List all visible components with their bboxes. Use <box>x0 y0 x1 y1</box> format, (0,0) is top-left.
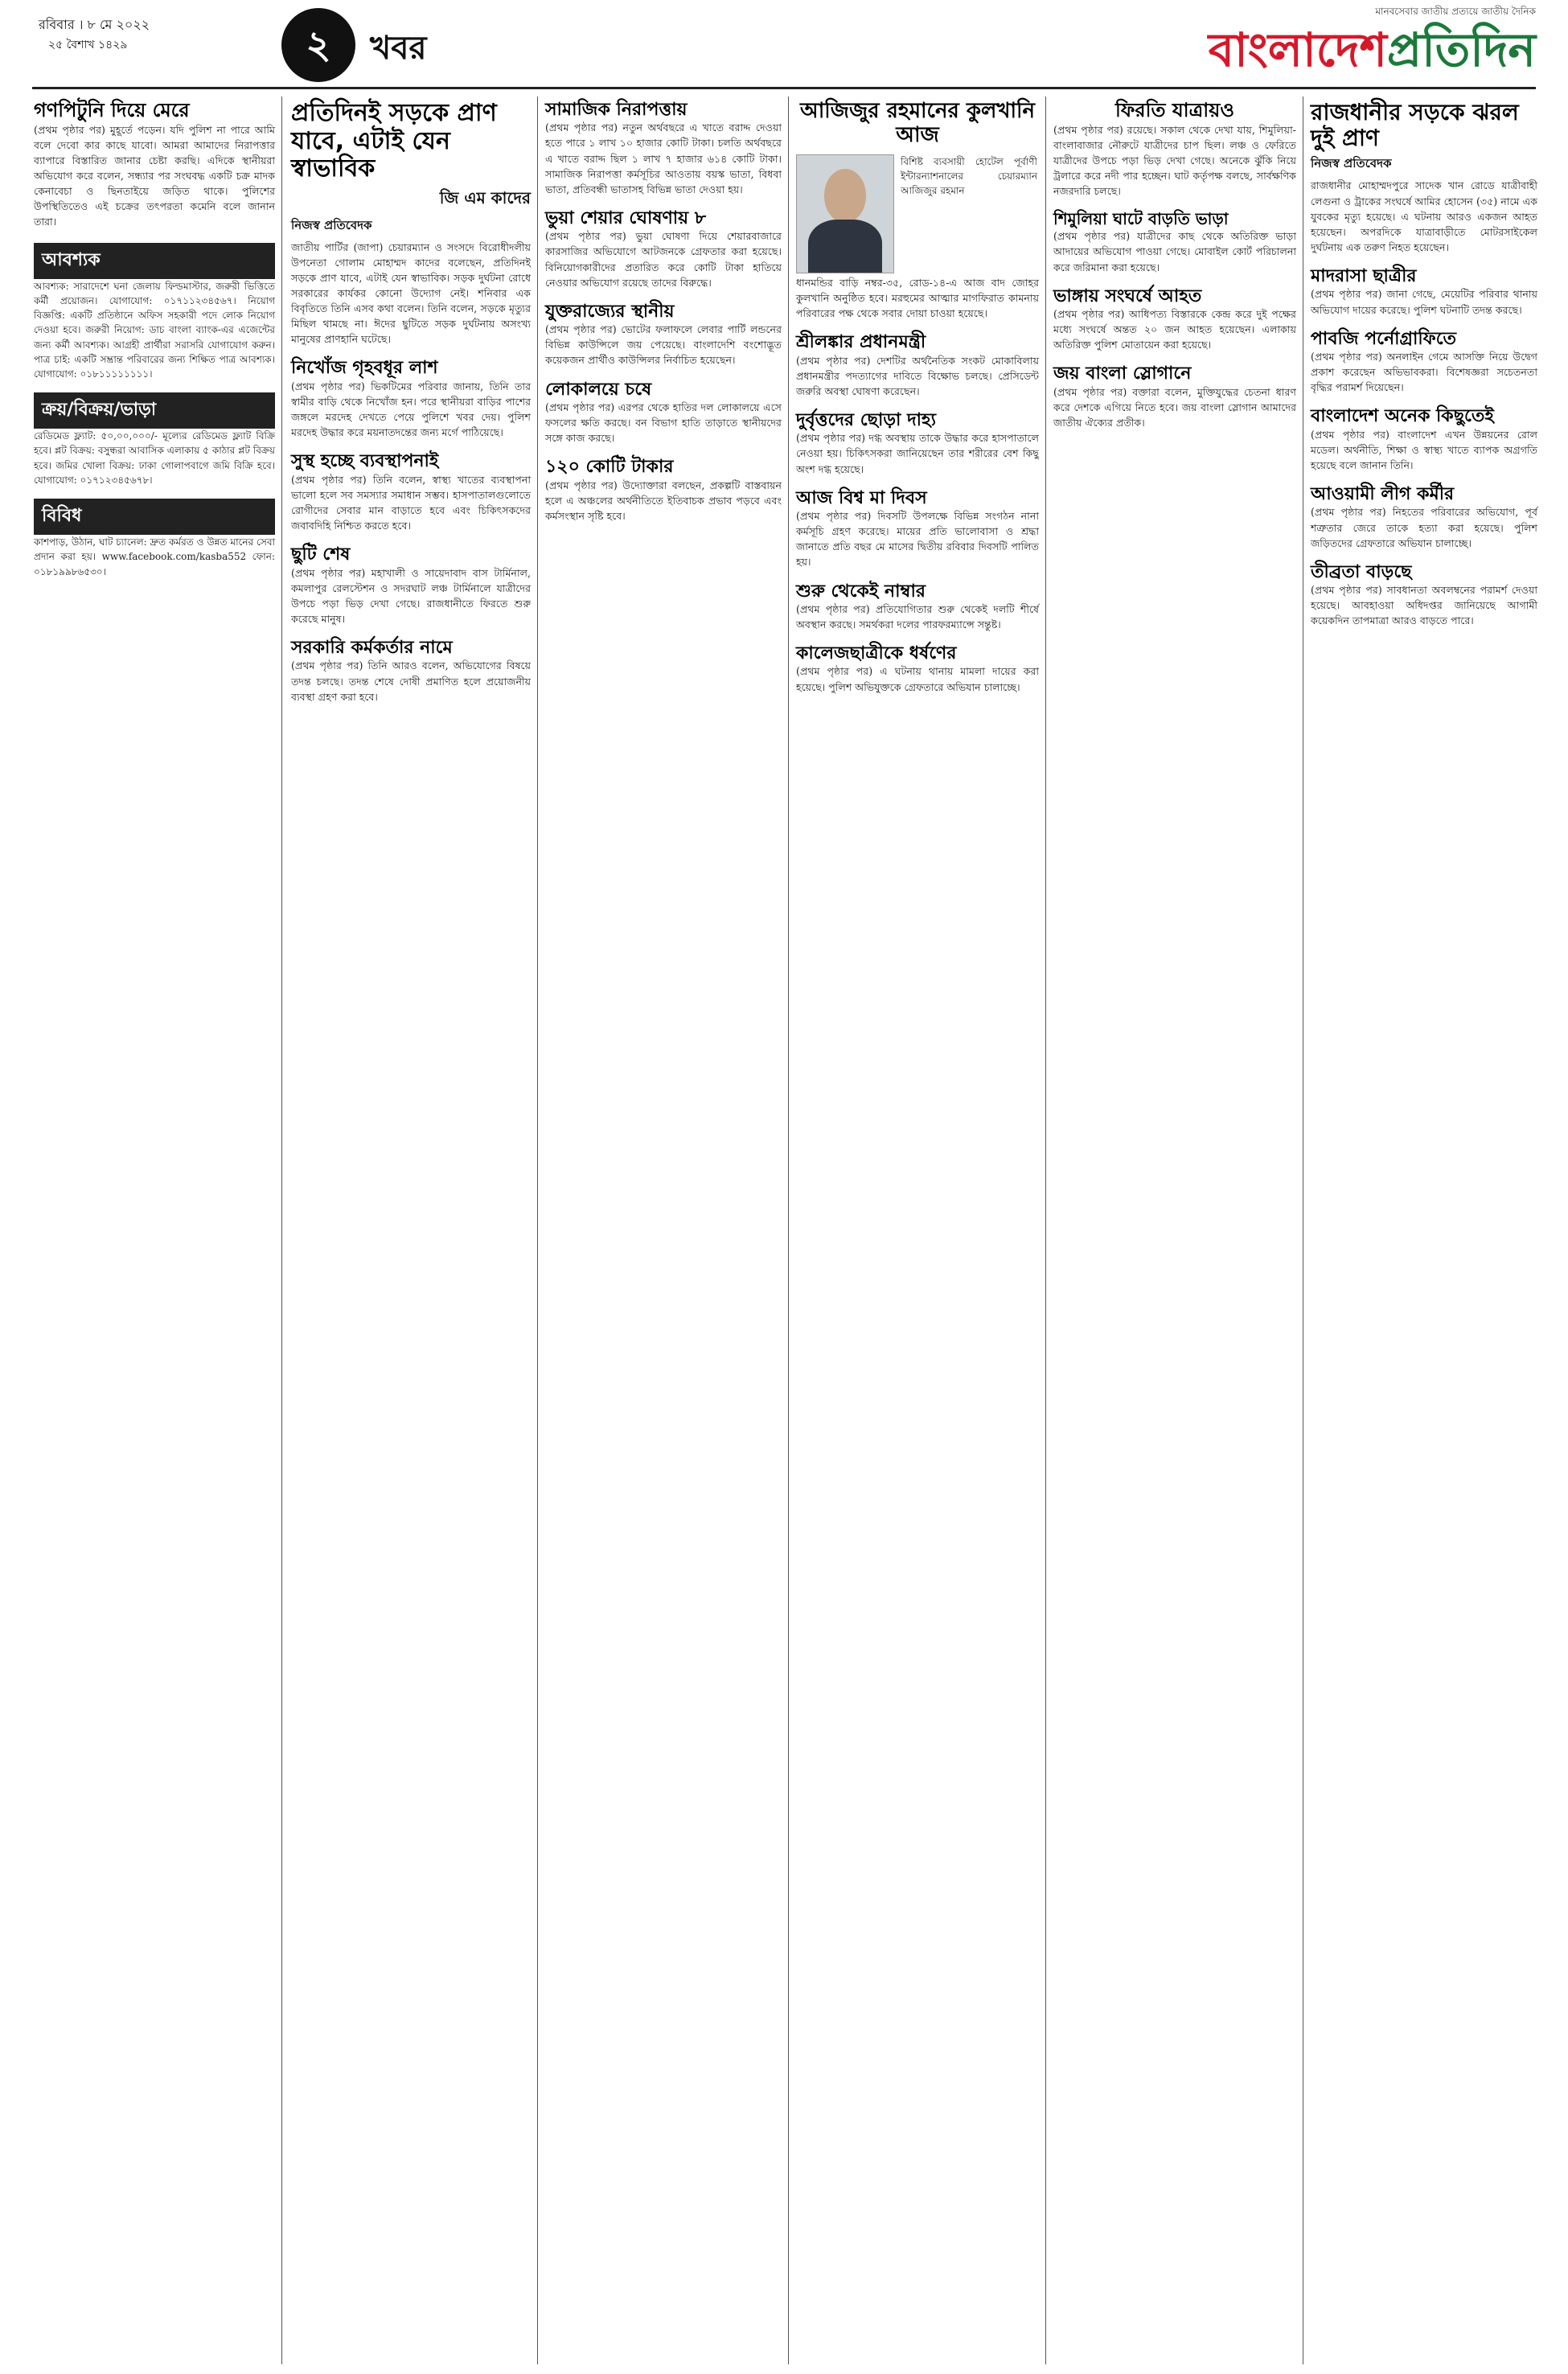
byline: নিজস্ব প্রতিবেদক <box>1311 156 1392 171</box>
story-headline: শিমুলিয়া ঘাটে বাড়তি ভাড়া <box>1053 209 1229 229</box>
story-headline: রাজধানীর সড়কে ঝরল দুই প্রাণ <box>1311 99 1519 152</box>
story-body: (প্রথম পৃষ্ঠার পর) নতুন অর্থবছরে এ খাতে বরাদ্দ দেওয়া হতে পারে ১ লাখ ১০ হাজার কোটি টাকা। চলতি অর্থবছরে এ খাতে বরাদ্দ ছিল ১ লাখ ৭ হাজার ৬১৪ কোটি টাকা। সামাজিক নিরাপত্তা কর্মসূচির আওতায় বয়স্ক ভাতা, বিধবা ভাতা, প্রতিবন্ধী ভাতাসহ বিভিন্ন ভাতা দেওয়া হয়। <box>545 121 782 195</box>
logo-green: প্রতিদিন <box>1386 23 1536 77</box>
story-headline: নিখোঁজ গৃহবধূর লাশ <box>291 358 438 379</box>
story-body: (প্রথম পৃষ্ঠার পর) যাত্রীদের কাছ থেকে অতিরিক্ত ভাড়া আদায়ের অভিযোগ পাওয়া গেছে। মোবাইল কোর্ট পরিচালনা করে জরিমানা করা হয়েছে। <box>1053 230 1296 273</box>
story-body: (প্রথম পৃষ্ঠার পর) দগ্ধ অবস্থায় তাকে উদ্ধার করে হাসপাতালে নেওয়া হয়। চিকিৎসকরা জানিয়েছেন তার শরীরের বেশ কিছু অংশ দগ্ধ হয়েছে। <box>796 432 1039 475</box>
story-headline: তীব্রতা বাড়ছে <box>1311 561 1412 582</box>
story-headline: সামাজিক নিরাপত্তায় <box>545 100 688 120</box>
logo-red: বাংলাদেশ <box>1208 23 1387 77</box>
story-headline: ভাঙ্গায় সংঘর্ষে আহত <box>1053 285 1202 306</box>
obituary-headline: আজিজুর রহমানের কুলখানি আজ <box>799 99 1036 147</box>
story-body: (প্রথম পৃষ্ঠার পর) এ ঘটনায় থানায় মামলা দায়ের করা হয়েছে। পুলিশ অভিযুক্তকে গ্রেফতারে অভিযান চালাচ্ছে। <box>796 665 1039 693</box>
story-headline: আজ বিশ্ব মা দিবস <box>796 487 927 508</box>
story-headline: দুর্বৃত্তদের ছোড়া দাহ্য <box>796 409 936 430</box>
story-headline: লোকালয়ে চষে <box>545 379 652 400</box>
story-body: (প্রথম পৃষ্ঠার পর) দিবসটি উপলক্ষে বিভিন্ন সংগঠন নানা কর্মসূচি গ্রহণ করেছে। মায়ের প্রতি ভালোবাসা ও শ্রদ্ধা জানাতে প্রতি বছর মে মাসের দ্বিতীয় রবিবার দিবসটি পালিত হয়। <box>796 509 1039 569</box>
story-headline: পাবজি পর্নোগ্রাফিতে <box>1311 328 1457 349</box>
column-5 <box>1053 100 1296 430</box>
story-headline: বাংলাদেশ অনেক কিছুতেই <box>1311 406 1494 427</box>
story-body: (প্রথম পৃষ্ঠার পর) দেশটির অর্থনৈতিক সংকট মোকাবিলায় প্রধানমন্ত্রীর পদত্যাগের দাবিতে বিক্ষোভ চলছে। প্রেসিডেন্ট জরুরি অবস্থা ঘোষণা করেছেন। <box>796 354 1039 397</box>
story-headline: জয় বাংলা স্লোগানে <box>1053 363 1192 384</box>
logo <box>1209 14 1536 92</box>
classifieds-header: আবশ্যক <box>34 243 275 279</box>
story-headline: প্রতিদিনই সড়কে প্রাণ যাবে, এটাই যেন স্বাভাবিক <box>291 99 497 183</box>
story-headline: মাদরাসা ছাত্রীর <box>1311 266 1417 287</box>
tagline: মানবসেবার জাতীয় প্রত্যয়ে জাতীয় দৈনিক <box>1375 6 1536 17</box>
column-2 <box>291 100 531 704</box>
buy-sell-body: রেডিমেড ফ্ল্যাট: ৫০,০০,০০০/- মূল্যের রেডিমেড ফ্ল্যাট বিক্রি হবে। প্লট বিক্রয়: বসুন্ধরা আবাসিক এলাকায় ৫ কাঠার প্লট বিক্রয় হবে। জমির খোলা বিক্রয়: ঢাকা গোলাপবাগে জমি বিক্রি হবে। যোগাযোগ: ০১৭১২৩৪৫৬৭৮। <box>34 430 275 486</box>
author: জি এম কাদের <box>439 187 531 207</box>
page-number: ২ <box>281 8 355 82</box>
story-body: (প্রথম পৃষ্ঠার পর) তিনি বলেন, স্বাস্থ্য খাতের ব্যবস্থাপনা ভালো হলে সব সমস্যার সমাধান সম্ভব। হাসপাতালগুলোতে রোগীদের সেবার মান বাড়াতে হবে এবং চিকিৎসকদের জবাবদিহি নিশ্চিত করতে হবে। <box>291 473 531 532</box>
column-6 <box>1311 100 1537 629</box>
story-body: (প্রথম পৃষ্ঠার পর) বাংলাদেশ এখন উন্নয়নের রোল মডেল। অর্থনীতি, শিক্ষা ও স্বাস্থ্য খাতে ব্যাপক অগ্রগতি হয়েছে বলে জানান তিনি। <box>1311 428 1537 471</box>
story-body: (প্রথম পৃষ্ঠার পর) ভিকটিমের পরিবার জানায়, তিনি তার স্বামীর বাড়ি থেকে নিখোঁজ হন। পরে স্থানীয়রা বাড়ির পাশের জঙ্গলে মরদেহ দেখতে পেয়ে পুলিশে খবর দেয়। পুলিশ মরদেহ উদ্ধার করে ময়নাতদন্তের জন্য মর্গে পাঠিয়েছে। <box>291 380 531 439</box>
buy-sell-header: ক্রয়/বিক্রয়/ভাড়া <box>34 392 275 429</box>
story-headline: ছুটি শেষ <box>291 544 351 565</box>
story-body: (প্রথম পৃষ্ঠার পর) তিনি আরও বলেন, অভিযোগের বিষয়ে তদন্ত চলছে। তদন্ত শেষে দোষী প্রমাণিত হলে প্রয়োজনীয় ব্যবস্থা গ্রহণ করা হবে। <box>291 659 531 703</box>
story-body: (প্রথম পৃষ্ঠার পর) জানা গেছে, মেয়েটির পরিবার থানায় অভিযোগ দায়ের করেছে। পুলিশ ঘটনাটি তদন্ত করছে। <box>1311 288 1537 316</box>
date-line-bangla: ২৫ বৈশাখ ১৪২৯ <box>48 39 128 51</box>
story-headline: যুক্তরাজ্যের স্থানীয় <box>545 301 675 322</box>
story-body: (প্রথম পৃষ্ঠার পর) ভোটের ফলাফলে লেবার পার্টি লন্ডনের বিভিন্ন কাউন্সিলে জয় পেয়েছে। বাংলাদেশি বংশোদ্ভূত কয়েকজন প্রার্থীও কাউন্সিলর নির্বাচিত হয়েছেন। <box>545 323 782 367</box>
story-headline: শুরু থেকেই নাম্বার <box>796 581 926 602</box>
story-body: (প্রথম পৃষ্ঠার পর) আধিপত্য বিস্তারকে কেন্দ্র করে দুই পক্ষের মধ্যে সংঘর্ষে অন্তত ২০ জন আহত হয়েছেন। এলাকায় অতিরিক্ত পুলিশ মোতায়েন করা হয়েছে। <box>1053 308 1296 351</box>
story-body: (প্রথম পৃষ্ঠার পর) উদ্যোক্তারা বলছেন, প্রকল্পটি বাস্তবায়ন হলে এ অঞ্চলের অর্থনীতিতে ইতিবাচক প্রভাব পড়বে এবং কর্মসংস্থান সৃষ্টি হবে। <box>545 478 782 522</box>
story-headline: ১২০ কোটি টাকার <box>545 457 674 478</box>
story-headline: সুস্থ হচ্ছে ব্যবস্থাপনাই <box>291 451 439 472</box>
story-body: (প্রথম পৃষ্ঠার পর) অনলাইন গেমে আসক্তি নিয়ে উদ্বেগ প্রকাশ করেছেন অভিভাবকরা। বিশেষজ্ঞরা সচেতনতা বৃদ্ধির পরামর্শ দিয়েছেন। <box>1311 350 1537 394</box>
section-label: খবর <box>370 30 427 67</box>
misc-body: কাশপাড়, উঠান, ঘাট চ্যানেল: দ্রুত কর্মরত ও উন্নত মানের সেবা প্রদান করা হয়। www.facebook.com/kasba552 ফোন: ০১৮১৯৯৮৬৫৩০। <box>34 536 275 577</box>
story-body: জাতীয় পার্টির (জাপা) চেয়ারম্যান ও সংসদে বিরোধীদলীয় উপনেতা গোলাম মোহাম্মদ কাদের বলেছেন, প্রতিদিনই সড়কে প্রাণ যাবে, এটাই যেন স্বাভাবিক। সড়ক দুর্ঘটনা রোধে সরকারের কার্যকর কোনো উদ্যোগ নেই। শনিবার এক বিবৃতিতে তিনি এসব কথা বলেন। তিনি বলেন, সড়কে মৃত্যুর মিছিল থামছে না। ঈদের ছুটিতে সড়ক দুর্ঘটনায় অসংখ্য মানুষের প্রাণহানি ঘটেছে। <box>291 240 531 346</box>
classifieds-body: আবশ্যক: সারাদেশে ঘনা জেলায় ফিল্ডমাস্টার, জরুরী ভিত্তিতে কর্মী প্রয়োজন। যোগাযোগ: ০১৭১১২৩৪৫৬৭। নিয়োগ বিজ্ঞপ্তি: একটি প্রতিষ্ঠানে অফিস সহকারী পদে লোক নিয়োগ দেওয়া হবে। জরুরী নিয়োগ: ডাচ বাংলা ব্যাংক-এর এজেন্টের জন্য কর্মী আবশ্যক। আগ্রহী প্রার্থীরা সরাসরি যোগাযোগ করুন। পাত্র চাই: একটি সম্ভ্রান্ত পরিবারের জন্য শিক্ষিত পাত্র আবশ্যক। যোগাযোগ: ০১৮১১১১১১১১। <box>34 280 275 380</box>
story-headline: সরকারি কর্মকর্তার নামে <box>291 638 453 659</box>
portrait-photo <box>796 154 894 273</box>
story-body: (প্রথম পৃষ্ঠার পর) ভুয়া ঘোষণা দিয়ে শেয়ারবাজারে কারসাজির অভিযোগে আটজনকে গ্রেফতার করা হয়েছে। বিনিয়োগকারীদের প্রতারিত করে কোটি টাকা হাতিয়ে নেওয়ার অভিযোগ রয়েছে তাদের বিরুদ্ধে। <box>545 230 782 289</box>
column-3 <box>545 100 782 524</box>
story-body: (প্রথম পৃষ্ঠার পর) মুহূর্তে পড়েন। যদি পুলিশ না পারে আমি বলে দেবো কার কাছে যাবো। আমরা আমাদের নিরাপত্তার ব্যাপারে বিস্তারিত জানার চেষ্টা করছি। এদিকে স্থানীয়রা অভিযোগ করে বলেন, সন্ধ্যার পর সংঘবদ্ধ একটি চক্র মাদক কেনাবেচা ও ছিনতাইয়ে জড়িত থাকে। পুলিশের উপস্থিতিতেও এই চক্রের তৎপরতা কমেনি বলে জানান তারা। <box>34 123 275 228</box>
story-headline: ফিরতি যাত্রায়ও <box>1114 99 1235 121</box>
photo-caption: বিশিষ্ট ব্যবসায়ী হোটেল পূর্বাণী ইন্টারন্যাশনালের চেয়ারম্যান আজিজুর রহমান <box>901 155 1037 197</box>
story-body: (প্রথম পৃষ্ঠার পর) বক্তারা বলেন, মুক্তিযুদ্ধের চেতনা ধারণ করে দেশকে এগিয়ে নিতে হবে। জয় বাংলা স্লোগান আমাদের জাতীয় ঐক্যের প্রতীক। <box>1053 385 1296 429</box>
story-body: (প্রথম পৃষ্ঠার পর) রয়েছে। সকাল থেকে দেখা যায়, শিমুলিয়া-বাংলাবাজার নৌরুটে যাত্রীদের চাপ ছিল। লঞ্চ ও ফেরিতে যাত্রীদের উপচে পড়া ভিড় দেখা গেছে। অনেকে ঝুঁকি নিয়ে ট্রলারে করে নদী পার হচ্ছেন। ঘাট কর্তৃপক্ষ বলছে, সার্বক্ষণিক নজরদারি চলছে। <box>1053 123 1296 198</box>
column-4 <box>796 100 1039 695</box>
story-body: ধানমন্ডির বাড়ি নম্বর-৩৫, রোড-১৪-এ আজ বাদ জোহর কুলখানি অনুষ্ঠিত হবে। মরহুমের আত্মার মাগফিরাত কামনায় পরিবারের পক্ষ থেকে সবার দোয়া চাওয়া হয়েছে। <box>796 276 1039 320</box>
misc-header: বিবিধ <box>34 499 275 535</box>
story-headline: আওয়ামী লীগ কর্মীর <box>1311 484 1455 505</box>
column-1 <box>34 100 275 579</box>
story-body: (প্রথম পৃষ্ঠার পর) এরপর থেকে হাতির দল লোকালয়ে এসে ফসলের ক্ষতি করছে। বন বিভাগ হাতি তাড়াতে স্থানীয়দের সঙ্গে কাজ করছে। <box>545 400 782 445</box>
byline: নিজস্ব প্রতিবেদক <box>291 217 372 232</box>
date-line: রবিবার । ৮ মে ২০২২ <box>39 17 150 32</box>
story-headline: শ্রীলঙ্কার প্রধানমন্ত্রী <box>796 332 926 353</box>
story-headline: গণপিটুনি দিয়ে মেরে <box>34 99 190 121</box>
story-headline: ভুয়া শেয়ার ঘোষণায় ৮ <box>545 208 707 228</box>
story-body: (প্রথম পৃষ্ঠার পর) প্রতিযোগিতার শুরু থেকেই দলটি শীর্ষে অবস্থান করছে। সমর্থকরা দলের পারফরম্যান্সে সন্তুষ্ট। <box>796 602 1039 630</box>
story-headline: কালেজছাত্রীকে ধর্ষণের <box>796 643 957 664</box>
story-body: (প্রথম পৃষ্ঠার পর) সাবধানতা অবলম্বনের পরামর্শ দেওয়া হয়েছে। আবহাওয়া অধিদপ্তর জানিয়েছে আগামী কয়েকদিন তাপমাত্রা আরও বাড়তে পারে। <box>1311 584 1537 627</box>
story-body: (প্রথম পৃষ্ঠার পর) মহাখালী ও সায়েদাবাদ বাস টার্মিনাল, কমলাপুর রেলস্টেশন ও সদরঘাট লঞ্চ টার্মিনালে যাত্রীদের উপচে পড়া ভিড় দেখা গেছে। রাজধানীতে ফিরতে শুরু করেছে মানুষ। <box>291 566 531 625</box>
story-body: (প্রথম পৃষ্ঠার পর) নিহতের পরিবারের অভিযোগ, পূর্ব শত্রুতার জেরে তাকে হত্যা করা হয়েছে। পুলিশ জড়িতদের গ্রেফতারে অভিযান চালাচ্ছে। <box>1311 506 1537 549</box>
story-body: রাজধানীর মোহাম্মদপুরে সাদেক খান রোডে যাত্রীবাহী লেগুনা ও ট্রাকের সংঘর্ষে আমির হোসেন (৩৫) নামে এক যুবকের মৃত্যু হয়েছে। এ ঘটনায় আরও একজন আহত হয়েছেন। অপরদিকে যাত্রাবাড়ীতে মোটরসাইকেল দুর্ঘটনায় এক তরুণ নিহত হয়েছেন। <box>1311 179 1537 253</box>
